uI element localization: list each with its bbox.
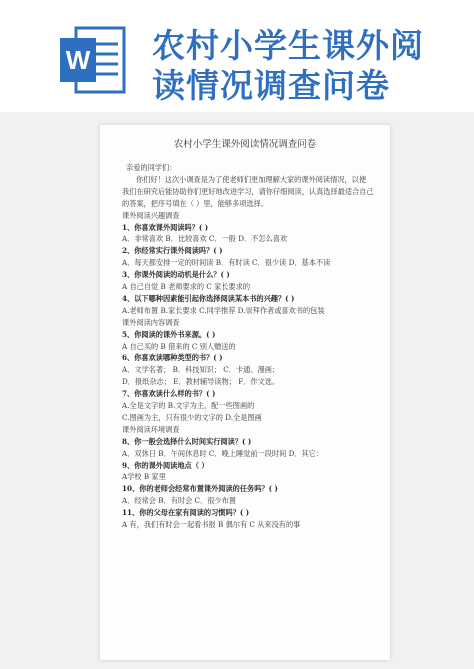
question-line: 5、你阅读的课外书来源。( )	[122, 329, 216, 339]
document-line: 亲爱的同学们：	[126, 163, 177, 172]
question-line: 8、你一般会选择什么时间实行阅读？( )	[122, 436, 252, 446]
header-banner	[0, 0, 474, 112]
document-line: A 自己买的 B 借来的 C 别人赠送的	[122, 341, 236, 351]
word-logo-letter: W	[65, 45, 91, 75]
document-line: A．非常喜欢 B．比较喜欢 C．一般 D．不怎么喜欢	[122, 234, 288, 244]
document-page	[100, 125, 390, 660]
document-title: 农村小学生课外阅读情况调查问卷	[173, 139, 317, 150]
question-line: 10、你的老师会经常布置课外阅读的任务吗？( )	[122, 484, 278, 494]
document-line: A.老师布置 B.家长要求 C.同学推荐 D.崇拜作者或喜欢书的包装	[122, 305, 325, 315]
document-line: A．双休日 B．午间休息时 C．晚上睡觉前一段时间 D．其它：	[122, 448, 324, 458]
document-line: 的答案，把序号填在（ ）里，能够多项选择。	[122, 198, 269, 208]
document-line: C.图画为主，只有很少的文字的 D.全是图画	[122, 412, 262, 422]
document-line: 课外阅读兴趣调查	[122, 210, 180, 220]
document-line: A学校 B 家里	[122, 472, 166, 482]
word-document-icon	[58, 22, 126, 98]
document-line: 我们在研究后能协助你们更好地改进学习，请你仔细阅读，认真选择最适合自己	[122, 186, 374, 196]
document-line: A 有，我们有时会一起看书报 B 偶尔有 C 从来没有的事	[122, 520, 301, 529]
question-line: 4、以下哪种因素能引起你选择阅读某本书的兴趣？( )	[122, 293, 295, 303]
document-line: A.全是文字的 B.文字为主，配一些图画的	[122, 401, 255, 410]
document-line: 你们好！这次小调查是为了使老师们更加理解大家的课外阅读情况，以便	[136, 174, 367, 184]
document-line: 课外阅读内容调查	[122, 317, 180, 327]
document-line: D．报纸杂志； E．教材辅导读物； F．作文选。	[122, 377, 280, 387]
question-line: 6、你喜欢读哪种类型的书？( )	[122, 353, 223, 363]
document-line: 课外阅读环境调查	[122, 424, 180, 434]
document-line: A．每天都安排一定的时间读 B．有时读 C．很少读 D．基本不读	[122, 258, 331, 268]
question-line: 9、你的课外阅读地点（ ）	[122, 460, 209, 470]
question-line: 7、你喜欢读什么样的书？( )	[122, 389, 216, 399]
document-line: A．经常会 B．有时会 C．很少布置	[122, 496, 236, 506]
page-title-line-2: 读情况调查问卷	[152, 66, 390, 105]
document-line: A 自己自觉 B 老师要求的 C 家长要求的	[122, 282, 251, 291]
question-line: 2、你经常实行课外阅读吗？( )	[122, 246, 223, 256]
question-line: 3、你课外阅读的动机是什么？( )	[122, 270, 230, 280]
document-line: A．文学名著； B．科技知识； C．卡通、漫画；	[122, 365, 280, 375]
question-line: 1、你喜欢课外阅读吗？( )	[122, 222, 209, 232]
page-title-line-1: 农村小学生课外阅	[152, 26, 424, 65]
question-line: 11、你的父母在家有阅读的习惯吗？( )	[122, 508, 250, 518]
